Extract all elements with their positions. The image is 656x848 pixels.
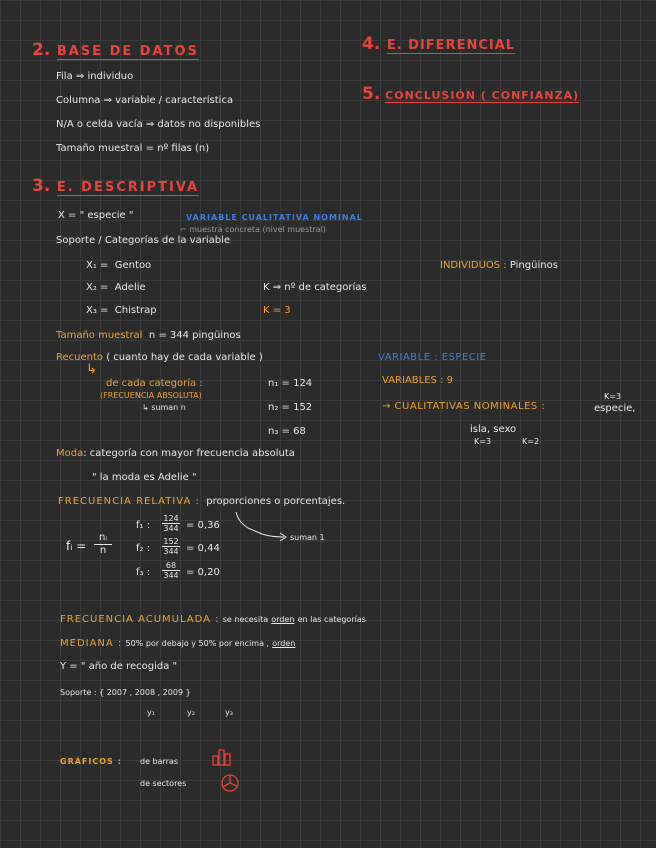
individuos-label: INDIVIDUOS : <box>440 260 507 271</box>
recuento-label: Recuento <box>56 352 104 363</box>
sec2-line-2: Columna ⇒ variable / característica <box>56 95 234 106</box>
mediana-orden: orden <box>272 639 296 648</box>
fi-lhs: fᵢ = <box>66 539 87 553</box>
y-sub-2: y₂ <box>187 708 195 717</box>
y-sub-1: y₁ <box>147 708 155 717</box>
moda-quote: " la moda es Adelie " <box>92 472 197 483</box>
frel-label: FRECUENCIA RELATIVA : <box>58 496 200 507</box>
recuento-desc: ( cuanto hay de cada variable ) <box>106 352 263 363</box>
k3-small: K=3 <box>604 392 622 401</box>
frecuencia-acumulada <box>60 614 366 626</box>
freq-abs-note: (FRECUENCIA ABSOLUTA) <box>100 391 202 400</box>
f3-den: 344 <box>163 571 179 580</box>
soporte-y: Soporte : { 2007 , 2008 , 2009 } <box>60 688 191 697</box>
count-2: n₂ = 152 <box>268 402 313 413</box>
category-2-value: Adelie <box>114 282 146 293</box>
category-3-label: X₃ = <box>86 305 109 316</box>
count-1: n₁ = 124 <box>268 378 313 389</box>
y-sub-3: y₃ <box>225 708 233 717</box>
x-note-text: muestra concreta (nivel muestral) <box>189 225 326 234</box>
bar-chart-icon <box>212 748 232 766</box>
section-2-title: BASE DE DATOS <box>56 44 199 59</box>
x-variable-type: VARIABLE CUALITATIVA NOMINAL <box>186 213 363 222</box>
isla-k: K=3 <box>474 437 492 446</box>
sexo-k: K=2 <box>522 437 540 446</box>
x-note: ⌐ muestra concreta (nivel muestral) <box>180 225 326 234</box>
especie-label: especie, <box>594 403 636 414</box>
tamano-value: n = 344 pingüinos <box>148 330 241 341</box>
hook-arrow-icon: ↳ <box>86 362 97 377</box>
mediana-label: MEDIANA : <box>60 638 123 649</box>
soporte-label: Soporte / Categorías de la variable <box>56 235 231 246</box>
section-5-number: 5. <box>362 84 381 104</box>
section-3-title: E. DESCRIPTIVA <box>56 180 200 195</box>
f2-value: = 0,44 <box>186 543 220 554</box>
fi-denominator: n <box>99 545 107 556</box>
category-2-label: X₂ = <box>86 282 109 293</box>
sec2-line-1: Fila ⇒ individuo <box>56 71 134 82</box>
facum-label: FRECUENCIA ACUMULADA : <box>60 614 220 625</box>
y-definition: Y = " año de recogida " <box>60 661 178 672</box>
section-2-number: 2. <box>32 40 51 60</box>
category-3-value: Chistrap <box>114 305 157 316</box>
f2-num: 152 <box>163 537 179 546</box>
facum-desc-b: en las categorías <box>297 615 366 624</box>
category-1-value: Gentoo <box>114 260 152 271</box>
k-value: K = 3 <box>263 305 291 316</box>
k-definition: K ⇒ nº de categorías <box>263 282 367 293</box>
section-4-title: E. DIFERENCIAL <box>386 38 516 53</box>
sec2-line-4: Tamaño muestral = nº filas (n) <box>56 143 210 154</box>
x-definition: X = " especie " <box>58 210 134 221</box>
count-3: n₃ = 68 <box>268 426 306 437</box>
section-5-title: CONCLUSIÓN ( CONFIANZA) <box>385 89 580 102</box>
suman-n-text: suman n <box>151 403 186 412</box>
pie-chart-icon <box>220 773 240 793</box>
f3-label: f₃ : <box>136 567 151 578</box>
fi-numerator: nᵢ <box>94 532 112 545</box>
section-3-number: 3. <box>32 176 51 196</box>
f1-value: = 0,36 <box>186 520 220 531</box>
f2-den: 344 <box>163 547 179 556</box>
category-1-label: X₁ = <box>86 260 109 271</box>
graficos-label: GRÁFICOS : <box>60 757 122 766</box>
graficos-barras: de barras <box>140 757 179 766</box>
f1-label: f₁ : <box>136 520 151 531</box>
suman-1: suman 1 <box>290 533 325 542</box>
moda-desc: : categoría con mayor frecuencia absoluta <box>83 448 295 459</box>
tamano-label: Tamaño muestral <box>56 330 143 341</box>
f1-den: 344 <box>163 524 179 533</box>
cualitativas-nominales: → CUALITATIVAS NOMINALES : <box>382 401 546 412</box>
mediana-desc: 50% por debajo y 50% por encima , <box>125 639 270 648</box>
section-4-number: 4. <box>362 34 381 54</box>
f3-num: 68 <box>162 561 180 571</box>
isla-sexo: isla, sexo <box>470 424 517 435</box>
sec2-line-3: N/A o celda vacía ⇒ datos no disponibles <box>56 119 261 130</box>
frel-desc: proporciones o porcentajes. <box>206 496 346 507</box>
facum-desc-a: se necesita <box>222 615 269 624</box>
f3-value: = 0,20 <box>186 567 220 578</box>
f2-label: f₂ : <box>136 543 151 554</box>
moda-label: Moda <box>56 448 84 459</box>
variable-especie: VARIABLE : ESPECIE <box>378 352 487 363</box>
de-cada-categoria: de cada categoría : <box>106 378 203 389</box>
variables-count: VARIABLES : 9 <box>382 375 453 386</box>
suman-n: ↳ suman n <box>142 403 186 412</box>
graficos-sectores: de sectores <box>140 779 187 788</box>
f1-num: 124 <box>163 514 179 523</box>
mediana <box>60 638 295 650</box>
facum-orden: orden <box>271 615 295 624</box>
individuos-value: Pingüinos <box>509 260 558 271</box>
